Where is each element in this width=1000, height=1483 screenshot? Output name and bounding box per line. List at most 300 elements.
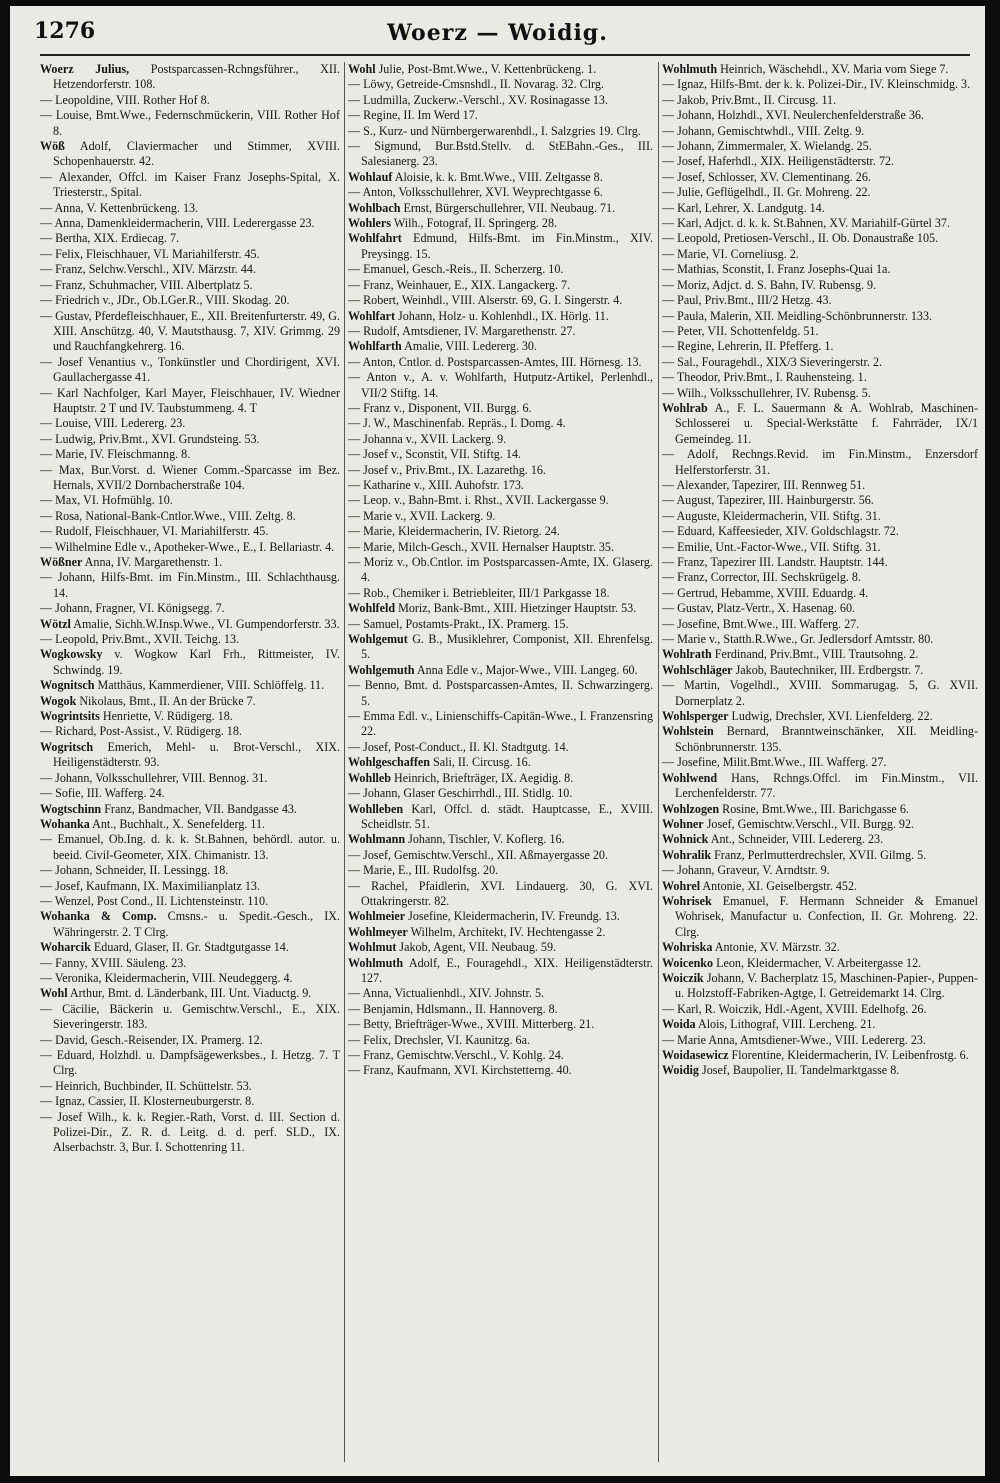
directory-entry <box>662 247 978 262</box>
entry-details: — S., Kurz- und Nürnbergerwarenhdl., I. Salzgries 19. Clrg. <box>348 123 641 138</box>
entry-details: — Betty, Briefträger-Wwe., XVIII. Mitterberg. 21. <box>348 1017 595 1032</box>
directory-entry <box>662 139 978 154</box>
entry-details: — Eduard, Kaffeesieder, XIV. Goldschlagstr. 72. <box>662 524 899 539</box>
column-divider <box>344 62 345 1462</box>
entry-surname: Wohlleben <box>348 801 404 816</box>
entry-surname: Wößner <box>40 555 83 569</box>
entry-details: Amalie, VIII. Ledererg. 30. <box>401 339 537 354</box>
directory-entry <box>348 124 653 139</box>
entry-details: — Josefine, Bmt.Wwe., III. Wafferg. 27. <box>662 616 860 631</box>
entry-details: — Marie, Kleidermacherin, IV. Rietorg. 24. <box>348 524 560 539</box>
directory-entry <box>348 802 653 833</box>
entry-details: — Sofie, III. Wafferg. 24. <box>40 786 165 801</box>
directory-entry <box>40 93 340 108</box>
entry-details: — Marie, E., III. Rudolfsg. 20. <box>348 863 499 878</box>
entry-details: — Heinrich, Buchbinder, II. Schüttelstr. 53. <box>40 1078 252 1093</box>
entry-details: Edmund, Hilfs-Bmt. im Fin.Minstm., XIV. Preysingg. 15. <box>361 231 653 261</box>
directory-entry <box>662 77 978 92</box>
entry-details: — Ignaz, Cassier, II. Klosterneuburgerstr. 8. <box>40 1094 255 1109</box>
entry-details: Ant., Buchhalt., X. Senefelderg. 11. <box>89 816 266 831</box>
directory-entry <box>348 293 653 308</box>
directory-entry <box>662 586 978 601</box>
directory-entry <box>40 62 340 93</box>
entry-details: — Johann, Gemischtwhdl., VIII. Zeltg. 9. <box>662 123 865 138</box>
directory-entry <box>662 278 978 293</box>
entry-details: — Eduard, Holzhdl. u. Dampfsägewerksbes., I. Hetzg. 7. T Clrg. <box>40 1048 340 1078</box>
entry-details: — Josef v., Sconstit, VII. Stiftg. 14. <box>348 447 522 462</box>
entry-details: — Mathias, Sconstit, I. Franz Josephs-Quai 1a. <box>662 262 891 277</box>
entry-details: — Jakob, Priv.Bmt., II. Circusg. 11. <box>662 92 837 107</box>
directory-entry <box>662 617 978 632</box>
entry-details: — Franz, Selchw.Verschl., XIV. Märzstr. 44. <box>40 262 256 277</box>
entry-surname: Wötzl <box>40 616 71 631</box>
directory-entry <box>348 678 653 709</box>
entry-details: — David, Gesch.-Reisender, IX. Pramerg. 12. <box>40 1032 263 1047</box>
entry-details: — Franz, Kaufmann, XVI. Kirchstetterng. 40. <box>348 1063 572 1078</box>
entry-details: Ant., Schneider, VIII. Ledererg. 23. <box>708 832 884 847</box>
directory-entry <box>662 262 978 277</box>
directory-entry <box>40 817 340 832</box>
entry-details: — Johann, Fragner, VI. Königsegg. 7. <box>40 601 225 616</box>
entry-surname: Wohlleb <box>348 770 392 785</box>
entry-details: — Adolf, Rechngs.Revid. im Fin.Minstm., Enzersdorf Helferstorferstr. 31. <box>662 447 978 477</box>
directory-entry <box>348 940 653 955</box>
entry-surname: Wogrintsits <box>40 709 100 724</box>
entry-details: — Rob., Chemiker i. Betriebleiter, III/1 Parkgasse 18. <box>348 585 610 600</box>
directory-entry <box>662 447 978 478</box>
directory-entry <box>662 62 978 77</box>
directory-entry <box>348 216 653 231</box>
directory-entry <box>348 1017 653 1032</box>
directory-entry <box>40 1048 340 1079</box>
entry-details: — Regine, Lehrerin, II. Pfefferg. 1. <box>662 339 834 354</box>
entry-details: Florentine, Kleidermacherin, IV. Leibenfrostg. 6. <box>728 1048 969 1062</box>
directory-entry <box>662 863 978 878</box>
directory-entry <box>662 108 978 123</box>
entry-details: — Josef Wilh., k. k. Regier.-Rath, Vorst. d. III. Section d. Polizei-Dir., Z. R. d. Leitg. d. d. perf. SLD., IX. Alserbachstr. 3, Bur. I. Schottenring 11. <box>40 1109 340 1155</box>
entry-details: — Alexander, Offcl. im Kaiser Franz Josephs-Spital, X. Triesterstr., Spital. <box>40 169 340 200</box>
entry-details: — Rudolf, Amtsdiener, IV. Margarethenstr. 27. <box>348 323 576 338</box>
entry-details: — Gustav, Platz-Vertr., X. Hasenag. 60. <box>662 601 856 616</box>
directory-entry <box>40 832 340 863</box>
entry-details: Leon, Kleidermacher, V. Arbeitergasse 12. <box>713 955 922 970</box>
entry-details: Ferdinand, Priv.Bmt., VIII. Trautsohng. 2. <box>711 647 919 662</box>
page-header <box>10 6 985 62</box>
entry-details: — Theodor, Priv.Bmt., I. Rauhensteing. 1. <box>662 370 867 385</box>
column-2 <box>348 62 653 1462</box>
entry-details: Antonie, XV. Märzstr. 32. <box>712 940 840 955</box>
entry-details: Johann, V. Bacherplatz 15, Maschinen-Papier-, Puppen- u. Holzstoff-Fabriken-Agtge, I. Getreidemarkt 14. Clrg. <box>675 970 978 1001</box>
entry-surname: Wohralik <box>662 847 712 862</box>
entry-surname: Woida <box>662 1017 696 1032</box>
entry-details: Emanuel, F. Hermann Schneider & Emanuel Wohrisek, Manufactur u. Confection, II. Gr. Mohreng. 22. Clrg. <box>675 893 978 939</box>
entry-details: A., F. L. Sauermann & A. Wohlrab, Maschinen-Schlosserei u. Special-Werkstätte f. Fahrräder, IX/1 Gemeindeg. 11. <box>675 400 978 446</box>
directory-entry <box>40 432 340 447</box>
entry-details: — Anna, Victualienhdl., XIV. Johnstr. 5. <box>348 986 545 1001</box>
entry-details: — Johann, Holzhdl., XVI. Neulerchenfelderstraße 36. <box>662 108 924 123</box>
entry-details: Franz, Perlmutterdrechsler, XVII. Gilmg. 5. <box>711 847 927 862</box>
entry-details: Heinrich, Briefträger, IX. Aegidig. 8. <box>391 770 574 785</box>
directory-entry <box>348 278 653 293</box>
entry-details: Henriette, V. Rüdigerg. 18. <box>99 709 233 724</box>
entry-details: — Anton v., A. v. Wohlfarth, Hutputz-Artikel, Perlenhdl., VII/2 Stiftg. 14. <box>348 370 653 400</box>
directory-entry <box>662 231 978 246</box>
entry-surname: Wohlmann <box>348 832 406 847</box>
entry-details: — Regine, II. Im Werd 17. <box>348 108 478 123</box>
entry-details: — Emanuel, Ob.Ing. d. k. k. St.Bahnen, behördl. autor. u. beeid. Civil-Geometer, XIX. Chimanistr. 13. <box>40 832 340 862</box>
entry-details: Nikolaus, Bmt., II. An der Brücke 7. <box>76 693 256 708</box>
directory-entry <box>662 709 978 724</box>
entry-details: — Josef v., Priv.Bmt., IX. Lazarethg. 16. <box>348 462 546 477</box>
entry-details: — Marie, IV. Fleischmanng. 8. <box>40 447 191 462</box>
directory-entry <box>662 663 978 678</box>
directory-entry <box>40 1110 340 1156</box>
entry-details: — Marie v., Statth.R.Wwe., Gr. Jedlersdorf Amtsstr. 80. <box>662 632 934 647</box>
directory-entry <box>348 1063 653 1078</box>
entry-details: — Benjamin, Hdlsmann., II. Hannoverg. 8. <box>348 1001 558 1016</box>
entry-details: — Anton, Volksschullehrer, XVI. Weyprechtgasse 6. <box>348 185 603 200</box>
entry-surname: Wohlsperger <box>662 709 729 724</box>
entry-details: Anna, IV. Margarethenstr. 1. <box>82 555 223 569</box>
directory-entry <box>40 971 340 986</box>
entry-details: Moriz, Bank-Bmt., XIII. Hietzinger Hauptstr. 53. <box>395 601 637 616</box>
directory-entry <box>348 201 653 216</box>
entry-details: Jakob, Agent, VII. Neubaug. 59. <box>396 940 557 955</box>
directory-entry <box>662 355 978 370</box>
directory-entry <box>40 956 340 971</box>
entry-surname: Woicenko <box>662 955 714 970</box>
entry-surname: Wohlauf <box>348 169 393 184</box>
directory-entry <box>348 339 653 354</box>
directory-entry <box>662 555 978 570</box>
directory-entry <box>348 355 653 370</box>
entry-details: Adolf, E., Fouragehdl., XIX. Heiligenstädterstr. 127. <box>361 955 653 985</box>
directory-entry <box>40 524 340 539</box>
entry-surname: Wohl <box>348 62 376 76</box>
directory-entry <box>40 1033 340 1048</box>
directory-entry <box>348 956 653 987</box>
entry-details: — Marie v., XVII. Lackerg. 9. <box>348 508 496 523</box>
entry-details: Karl, Offcl. d. städt. Hauptcasse, E., XVIII. Scheidlstr. 51. <box>361 801 653 831</box>
directory-entry <box>40 447 340 462</box>
directory-entry <box>662 755 978 770</box>
directory-entry <box>40 879 340 894</box>
entry-details: — Karl, Lehrer, X. Landgutg. 14. <box>662 200 825 215</box>
directory-entry <box>348 524 653 539</box>
directory-entry <box>40 863 340 878</box>
directory-entry <box>40 108 340 139</box>
directory-entry <box>40 709 340 724</box>
entry-details: Amalie, Sichh.W.Insp.Wwe., VI. Gumpendorferstr. 33. <box>70 616 340 631</box>
directory-entry <box>348 447 653 462</box>
entry-details: — Rachel, Pfaidlerin, XVI. Lindauerg. 30, G. XVI. Ottakringerstr. 82. <box>348 878 653 908</box>
entry-details: — Ludwig, Priv.Bmt., XVI. Grundsteing. 53. <box>40 431 260 446</box>
directory-entry <box>662 848 978 863</box>
entry-surname: Wohlmuth <box>348 955 404 970</box>
entry-details: — Leop. v., Bahn-Bmt. i. Rhst., XVII. Lackergasse 9. <box>348 493 609 508</box>
entry-details: — Fanny, XVIII. Säuleng. 23. <box>40 955 187 970</box>
entry-surname: Wohlwend <box>662 770 718 785</box>
entry-surname: Wohlzogen <box>662 801 720 816</box>
directory-entry <box>40 216 340 231</box>
directory-entry <box>662 678 978 709</box>
entry-details: — Franz, Tapezirer III. Landstr. Hauptstr. 144. <box>662 555 888 569</box>
header-rule <box>40 54 970 56</box>
entry-details: — Leopoldine, VIII. Rother Hof 8. <box>40 92 210 107</box>
directory-entry <box>348 632 653 663</box>
entry-details: — Josef, Gemischtw.Verschl., XII. Aßmayergasse 20. <box>348 847 608 862</box>
entry-details: Sali, II. Circusg. 16. <box>429 755 531 770</box>
directory-entry <box>662 524 978 539</box>
entry-details: Matthäus, Kammerdiener, VIII. Schlöffelg. 11. <box>94 678 325 693</box>
entry-details: — Felix, Fleischhauer, VI. Mariahilferstr. 45. <box>40 246 260 261</box>
entry-details: Johann, Tischler, V. Koflerg. 16. <box>405 832 565 847</box>
entry-surname: Wohlmeier <box>348 909 406 924</box>
directory-entry <box>348 848 653 863</box>
directory-entry <box>40 1002 340 1033</box>
directory-entry <box>40 416 340 431</box>
entry-details: Franz, Bandmacher, VII. Bandgasse 43. <box>101 801 297 816</box>
directory-entry <box>662 124 978 139</box>
entry-details: — Leopold, Priv.Bmt., XVII. Teichg. 13. <box>40 632 240 647</box>
directory-entry <box>348 185 653 200</box>
directory-entry <box>40 694 340 709</box>
directory-entry <box>348 771 653 786</box>
entry-details: — Louise, VIII. Ledererg. 23. <box>40 416 186 431</box>
entry-details: — Sigmund, Bur.Bstd.Stellv. d. StEBahn.-Ges., III. Salesianerg. 23. <box>348 139 653 169</box>
directory-entry <box>40 724 340 739</box>
directory-entry <box>40 740 340 771</box>
entry-details: Aloisie, k. k. Bmt.Wwe., VIII. Zeltgasse 8. <box>392 169 603 184</box>
entry-details: — Josef, Haferhdl., XIX. Heiligenstädterstr. 72. <box>662 154 895 169</box>
entry-details: — Martin, Vogelhdl., XVIII. Sommarugag. 5, G. XVII. Dornerplatz 2. <box>662 678 978 708</box>
directory-entry <box>40 909 340 940</box>
entry-details: — Rosa, National-Bank-Cntlor.Wwe., VIII. Zeltg. 8. <box>40 508 296 523</box>
entry-details: — Franz, Schuhmacher, VIII. Albertplatz 5. <box>40 277 253 292</box>
directory-entry <box>348 463 653 478</box>
directory-entry <box>40 170 340 201</box>
directory-entry <box>662 478 978 493</box>
entry-details: — Löwy, Getreide-Cmsnshdl., II. Novarag. 32. Clrg. <box>348 77 604 92</box>
entry-details: — Marie, Milch-Gesch., XVII. Hernalser Hauptstr. 35. <box>348 539 614 554</box>
entry-surname: Wohlgemut <box>348 632 408 647</box>
entry-surname: Wohlfeld <box>348 601 396 616</box>
entry-surname: Wogok <box>40 693 77 708</box>
entry-surname: Wohlfart <box>348 308 396 323</box>
directory-entry <box>662 386 978 401</box>
directory-entry <box>662 154 978 169</box>
directory-entry <box>40 555 340 570</box>
directory-entry <box>662 339 978 354</box>
entry-details: — Louise, Bmt.Wwe., Federnschmückerin, VIII. Rother Hof 8. <box>40 108 340 138</box>
directory-entry <box>662 647 978 662</box>
directory-entry <box>662 771 978 802</box>
directory-entry <box>662 1063 978 1078</box>
entry-details: — Leopold, Pretiosen-Verschl., II. Ob. Donaustraße 105. <box>662 231 939 246</box>
directory-entry <box>348 62 653 77</box>
entry-details: — Emanuel, Gesch.-Reis., II. Scherzerg. 10. <box>348 262 564 277</box>
entry-details: — Auguste, Kleidermacherin, VII. Stiftg. 31. <box>662 508 881 523</box>
entry-surname: Wohner <box>662 816 704 831</box>
directory-entry <box>40 786 340 801</box>
entry-details: Johann, Holz- u. Kohlenhdl., IX. Hörlg. 11. <box>395 308 609 323</box>
directory-entry <box>40 570 340 601</box>
entry-details: G. B., Musiklehrer, Componist, XII. Ehrenfelsg. 5. <box>361 632 653 662</box>
directory-entry <box>348 1002 653 1017</box>
entry-details: — J. W., Maschinenfab. Repräs., I. Domg. 4. <box>348 416 566 431</box>
entry-details: — Alexander, Tapezirer, III. Rennweg 51. <box>662 477 866 492</box>
directory-entry <box>40 771 340 786</box>
entry-details: Wilh., Fotograf, II. Springerg. 28. <box>391 216 558 231</box>
entry-details: Wilhelm, Architekt, IV. Hechtengasse 2. <box>407 924 606 939</box>
directory-entry <box>40 986 340 1001</box>
directory-entry <box>348 617 653 632</box>
directory-entry <box>40 802 340 817</box>
entry-surname: Wohlfarth <box>348 339 402 354</box>
directory-entry <box>662 832 978 847</box>
directory-entry <box>40 139 340 170</box>
directory-entry <box>348 93 653 108</box>
directory-entry <box>348 755 653 770</box>
entry-details: — Johann, Schneider, II. Lessingg. 18. <box>40 863 229 878</box>
entry-details: — Gustav, Pferdefleischhauer, E., XII. Breitenfurterstr. 49, G. XIII. Anschützg. 40, V. Mautsthausg. 7, XIV. Grimmg. 29 und Rauchfangkehrerg. 16. <box>40 308 340 354</box>
entry-details: Jakob, Bautechniker, III. Erdbergstr. 7. <box>732 662 924 677</box>
entry-details: — Richard, Post-Assist., V. Rüdigerg. 18. <box>40 724 242 739</box>
entry-surname: Wohlbach <box>348 200 401 215</box>
entry-surname: Wohlstein <box>662 724 714 739</box>
entry-details: — Franz, Weinhauer, E., XIX. Langackerg. 7. <box>348 277 571 292</box>
entry-details: — Robert, Weinhdl., VIII. Alserstr. 69, G. I. Singerstr. 4. <box>348 293 623 308</box>
directory-entry <box>348 478 653 493</box>
entry-details: — Franz, Corrector, III. Sechskrügelg. 8. <box>662 570 862 585</box>
entry-details: — Wenzel, Post Cond., II. Lichtensteinstr. 110. <box>40 893 269 908</box>
entry-details: — Cäcilie, Bäckerin u. Gemischtw.Verschl., E., XIX. Sieveringerstr. 183. <box>40 1001 340 1032</box>
entry-surname: Wohlschläger <box>662 662 733 677</box>
directory-entry <box>348 986 653 1001</box>
directory-entry <box>662 370 978 385</box>
entry-details: Cmsns.- u. Spedit.-Gesch., IX. Währingerstr. 2. T Clrg. <box>53 909 340 939</box>
directory-entry <box>40 940 340 955</box>
entry-details: — Felix, Drechsler, VI. Kaunitzg. 6a. <box>348 1032 530 1047</box>
entry-details: — Anna, Damenkleidermacherin, VIII. Lederergasse 23. <box>40 216 315 231</box>
entry-details: — Johann, Glaser Geschirrhdl., III. Stidlg. 10. <box>348 786 573 801</box>
directory-entry <box>348 370 653 401</box>
entry-details: — Emilie, Unt.-Factor-Wwe., VII. Stiftg. 31. <box>662 539 881 554</box>
entry-details: — Josef Venantius v., Tonkünstler und Chordirigent, XVI. Gaullachergasse 41. <box>40 354 340 385</box>
directory-entry <box>348 863 653 878</box>
directory-entry <box>662 971 978 1002</box>
entry-surname: Woharcik <box>40 940 91 955</box>
entry-details: — Karl, Adjct. d. k. k. St.Bahnen, XV. Mariahilf-Gürtel 37. <box>662 216 950 231</box>
entry-details: — Anna, V. Kettenbrückeng. 13. <box>40 200 199 215</box>
directory-entry <box>348 925 653 940</box>
directory-entry <box>40 1079 340 1094</box>
directory-entry <box>40 1094 340 1109</box>
directory-entry <box>40 463 340 494</box>
entry-details: — Franz v., Disponent, VII. Burgg. 6. <box>348 400 532 415</box>
entry-surname: Wohnick <box>662 832 709 847</box>
entry-details: — Anton, Cntlor. d. Postsparcassen-Amtes, III. Hörnesg. 13. <box>348 354 642 369</box>
entry-surname: Wohlfahrt <box>348 231 402 246</box>
entry-surname: Wöß <box>40 139 65 154</box>
directory-entry <box>40 632 340 647</box>
directory-entry <box>662 201 978 216</box>
directory-entry <box>348 139 653 170</box>
entry-details: Ernst, Bürgerschullehrer, VII. Neubaug. 71. <box>400 200 616 215</box>
entry-details: — Benno, Bmt. d. Postsparcassen-Amtes, II. Schwarzingerg. 5. <box>348 678 653 708</box>
entry-details: — Julie, Geflügelhdl., II. Gr. Mohreng. 22. <box>662 185 871 200</box>
entry-surname: Woidasewicz <box>662 1048 729 1062</box>
column-3 <box>662 62 978 1462</box>
directory-entry <box>662 93 978 108</box>
entry-details: Anna Edle v., Major-Wwe., VIII. Langeg. 60. <box>414 662 638 677</box>
entry-details: — Ignaz, Hilfs-Bmt. der k. k. Polizei-Dir., IV. Kleinschmidg. 3. <box>662 77 971 92</box>
directory-entry <box>348 1048 653 1063</box>
directory-entry <box>348 709 653 740</box>
entry-details: — Josef, Kaufmann, IX. Maximilianplatz 13. <box>40 878 260 893</box>
entry-details: — Paula, Malerin, XII. Meidling-Schönbrunnerstr. 133. <box>662 308 933 323</box>
entry-surname: Wohlers <box>348 216 392 231</box>
directory-entry <box>348 262 653 277</box>
entry-details: Josef, Baupolier, II. Tandelmarktgasse 8. <box>698 1063 900 1078</box>
entry-details: — Sal., Fouragehdl., XIX/3 Sieveringerstr. 2. <box>662 354 883 369</box>
directory-entry <box>348 740 653 755</box>
entry-surname: Wohrel <box>662 878 701 893</box>
entry-details: — Karl Nachfolger, Karl Mayer, Fleischhauer, IV. Wiedner Hauptstr. 2 T und IV. Taubstummeng. 4. T <box>40 385 340 415</box>
entry-details: — Johann, Hilfs-Bmt. im Fin.Minstm., III. Schlachthausg. 14. <box>40 570 340 600</box>
directory-entry <box>662 601 978 616</box>
entry-surname: Wohl <box>40 986 68 1001</box>
entry-details: Rosine, Bmt.Wwe., III. Barichgasse 6. <box>719 801 909 816</box>
directory-entry <box>348 1033 653 1048</box>
directory-entry <box>348 663 653 678</box>
entry-surname: Wohriska <box>662 940 713 955</box>
entry-details: — Katharine v., XIII. Auhofstr. 173. <box>348 477 524 492</box>
directory-entry <box>40 617 340 632</box>
directory-entry <box>348 309 653 324</box>
entry-details: — Wilhelmine Edle v., Apotheker-Wwe., E., I. Bellariastr. 4. <box>40 539 335 554</box>
directory-entry <box>662 1017 978 1032</box>
entry-details: — Ludmilla, Zuckerw.-Verschl., XV. Rosinagasse 13. <box>348 92 608 107</box>
entry-details: — Moriz, Adjct. d. S. Bahn, IV. Rubensg. 9. <box>662 277 877 292</box>
directory-entry <box>348 231 653 262</box>
directory-entry <box>662 632 978 647</box>
directory-entry <box>40 509 340 524</box>
directory-entry <box>348 170 653 185</box>
directory-entry <box>662 216 978 231</box>
entry-details: — Marie Anna, Amtsdiener-Wwe., VIII. Ledererg. 23. <box>662 1032 926 1047</box>
entry-details: — Friedrich v., JDr., Ob.LGer.R., VIII. Skodag. 20. <box>40 293 290 308</box>
directory-entry <box>40 278 340 293</box>
column-1 <box>40 62 340 1462</box>
entry-details: — Johanna v., XVII. Lackerg. 9. <box>348 431 507 446</box>
entry-details: — Max, Bur.Vorst. d. Wiener Comm.-Sparcasse im Bez. Hernals, XVII/2 Dornbacherstraße 104. <box>40 462 340 492</box>
entry-details: Josefine, Kleidermacherin, IV. Freundg. 13. <box>405 909 620 924</box>
page-number: 1276 <box>34 18 96 44</box>
running-head: Woerz — Woidig. <box>387 20 608 46</box>
entry-details: — Veronika, Kleidermacherin, VIII. Neudeggerg. 4. <box>40 970 293 985</box>
directory-entry <box>40 293 340 308</box>
directory-entry <box>662 570 978 585</box>
entry-details: Alois, Lithograf, VIII. Lercheng. 21. <box>695 1017 876 1032</box>
directory-entry <box>662 724 978 755</box>
directory-entry <box>662 185 978 200</box>
directory-entry <box>662 956 978 971</box>
directory-entry <box>662 401 978 447</box>
entry-details: — Rudolf, Fleischhauer, VI. Mariahilferstr. 45. <box>40 524 269 539</box>
entry-details: — Johann, Graveur, V. Arndtstr. 9. <box>662 863 830 878</box>
directory-entry <box>348 786 653 801</box>
